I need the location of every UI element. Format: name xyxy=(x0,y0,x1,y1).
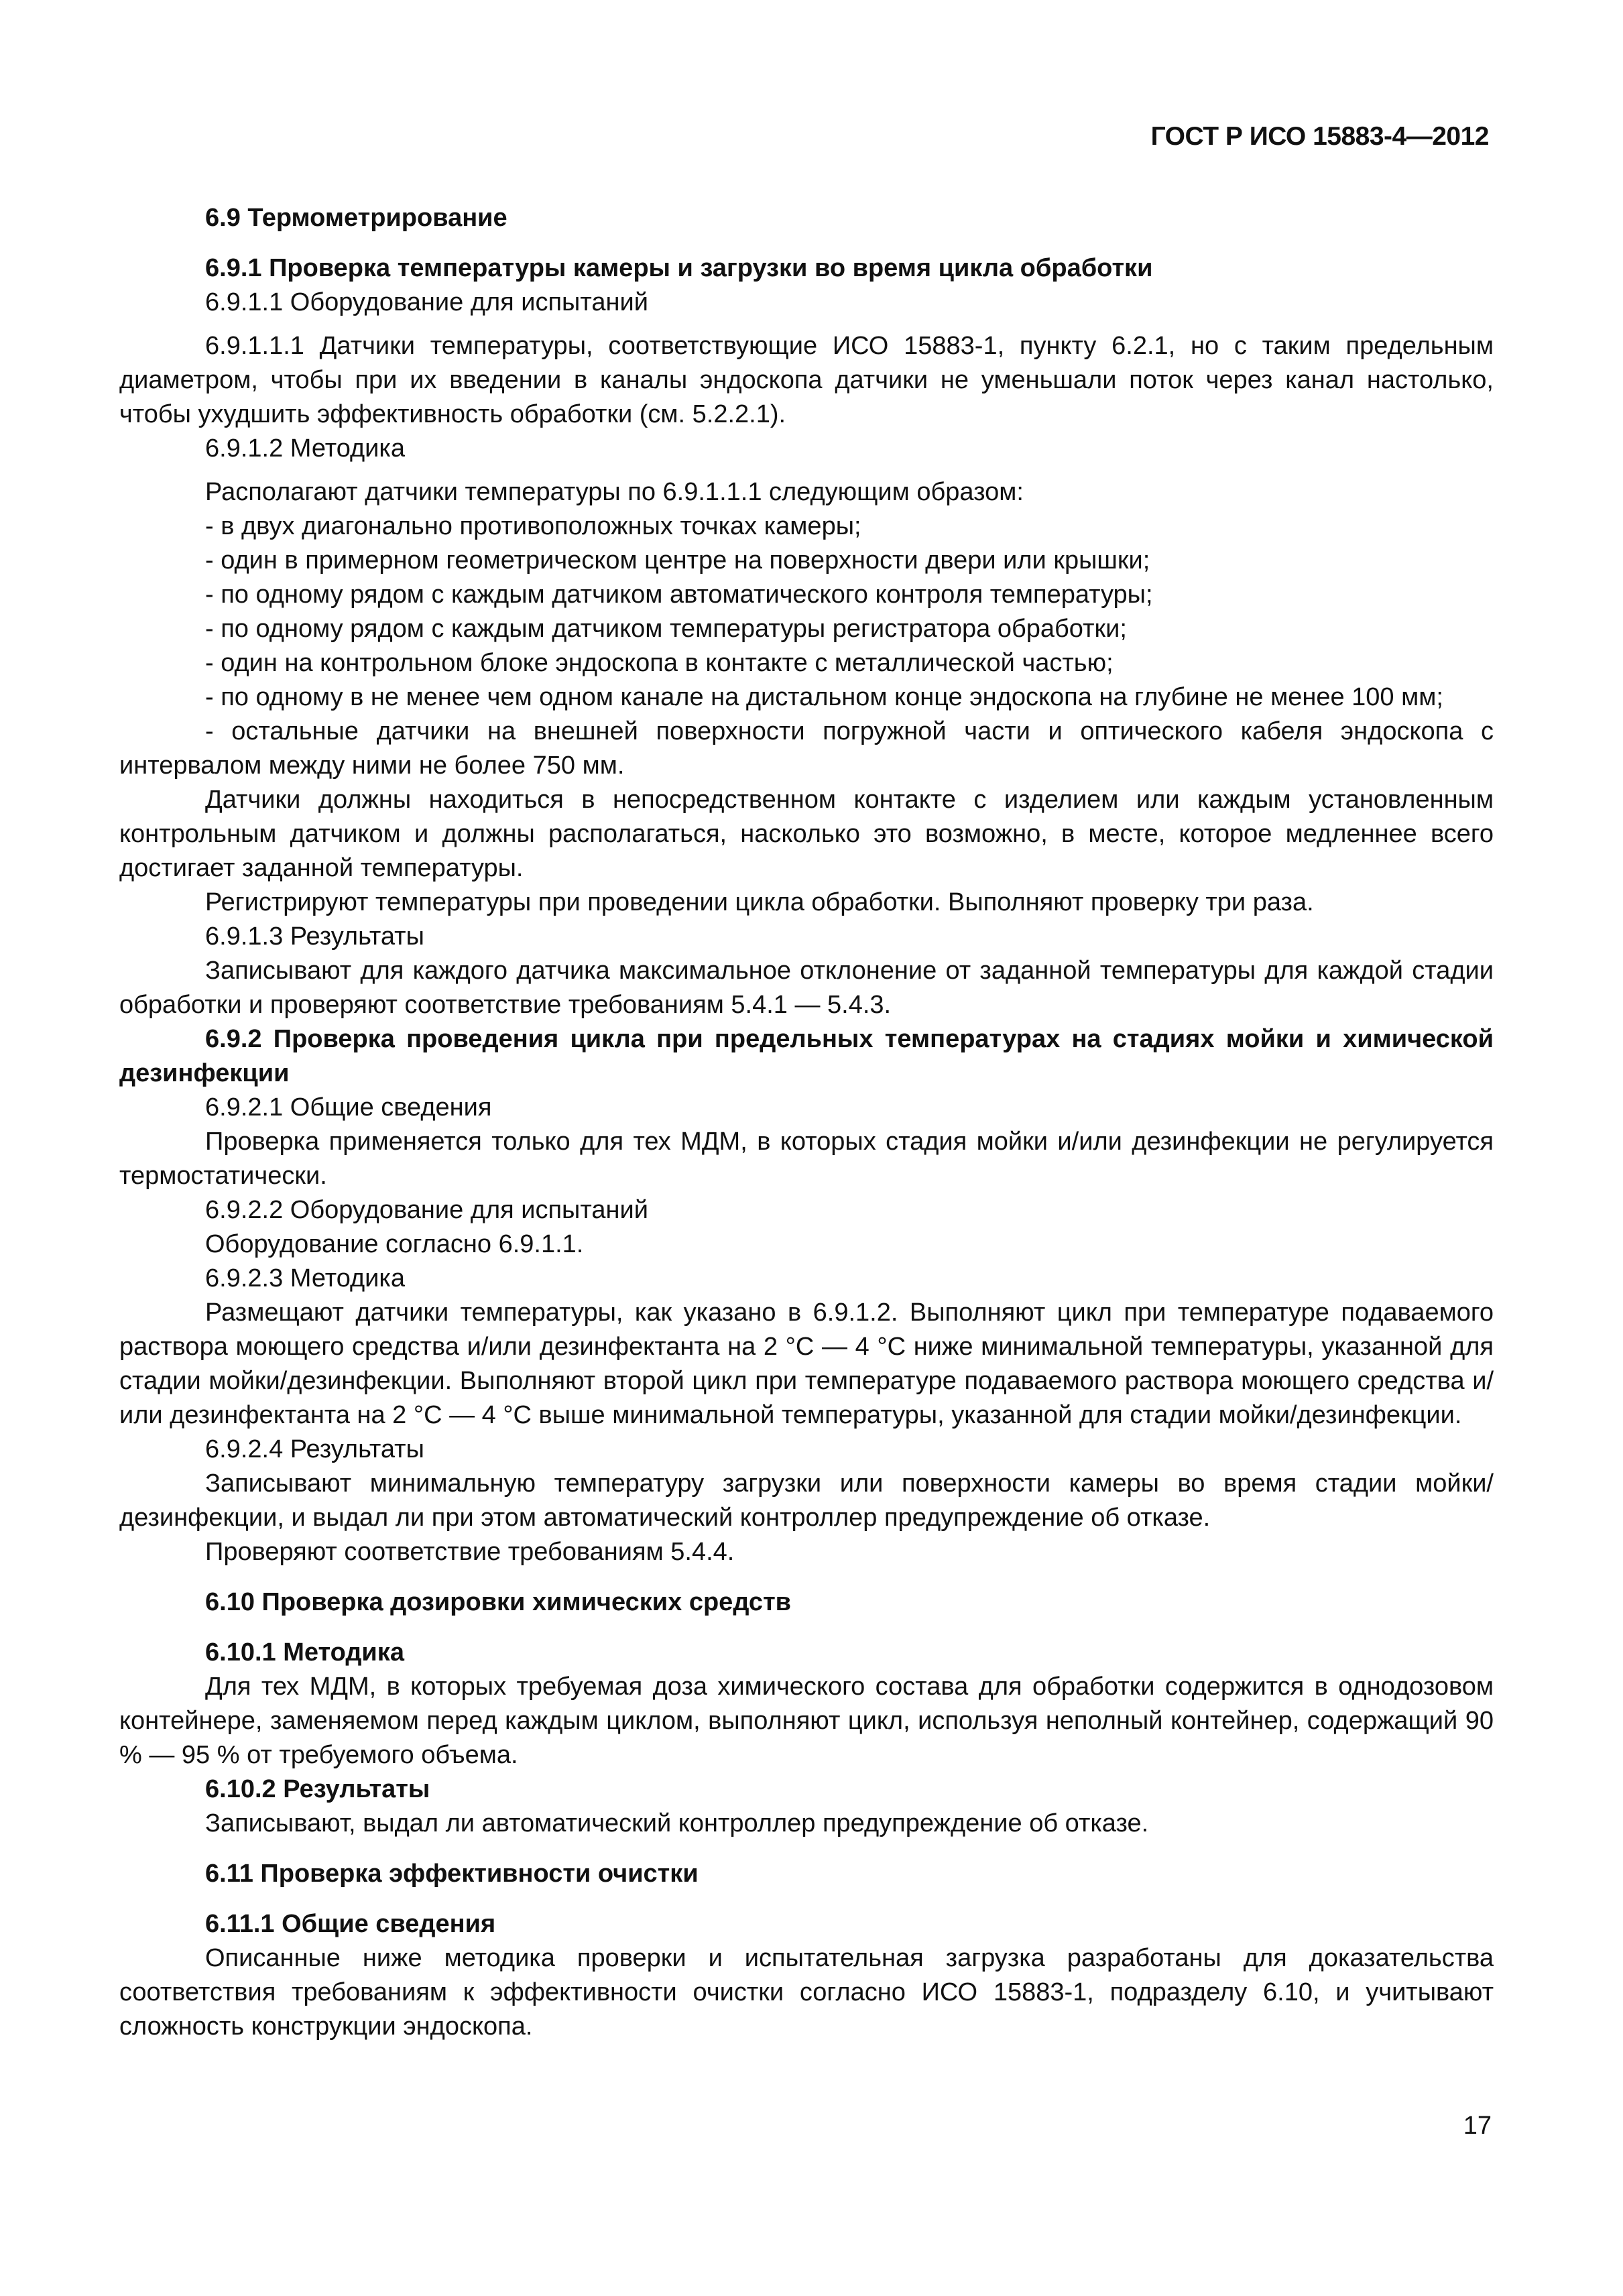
clause-6-9-1-1-1: 6.9.1.1.1 Датчики температуры, соответствующие ИСО 15883-1, пункту 6.2.1, но с таким предельным диаметром, чтобы при их введении в каналы эндоскопа датчики не уменьшали поток через канал настолько, чтобы ухудшить эффективность обработки (см. 5.2.2.1). xyxy=(119,332,1494,428)
clause-6-9-2-3: 6.9.2.3 Методика xyxy=(205,1264,405,1292)
paragraph-dosing-results: Записывают, выдал ли автоматический контроллер предупреждение об отказе. xyxy=(205,1809,1149,1837)
page-number: 17 xyxy=(1463,2112,1492,2140)
clause-6-9-1-2: 6.9.1.2 Методика xyxy=(205,434,405,463)
paragraph-cleaning-general: Описанные ниже методика проверки и испытательная загрузка разработаны для доказательства соответствия требованиям к эффективности очистки согласно ИСО 15883-1, подразделу 6.10, и учитывают сложность конструкции эндоскопа. xyxy=(119,1944,1494,2041)
paragraph-general-info: Проверка применяется только для тех МДМ, в которых стадия мойки и/или дезинфекции не регулируется термостатически. xyxy=(119,1128,1494,1190)
paragraph-method-placement: Размещают датчики температуры, как указано в 6.9.1.2. Выполняют цикл при температуре подаваемого раствора моющего средства и/или дезинфектанта на 2 °С — 4 °С ниже минимальной температуры, указанной для стадии мойки/дезинфекции. Выполняют второй цикл при температуре подаваемого раствора моющего средства и/или дезинфектанта на 2 °С — 4 °С выше минимальной температуры, указанной для стадии мойки/дезинфекции. xyxy=(119,1298,1494,1429)
subsection-heading-6-10-1: 6.10.1 Методика xyxy=(205,1638,404,1667)
clause-6-9-2-4: 6.9.2.4 Результаты xyxy=(205,1435,424,1463)
paragraph-sensor-contact: Датчики должны находиться в непосредственном контакте с изделием или каждым установленным контрольным датчиком и должны располагаться, насколько это возможно, в месте, которое медленнее всего достигает заданной температуры. xyxy=(119,786,1494,882)
section-heading-6-11: 6.11 Проверка эффективности очистки xyxy=(205,1860,699,1888)
subsection-heading-6-11-1: 6.11.1 Общие сведения xyxy=(205,1910,496,1938)
paragraph-record-min-temp: Записывают минимальную температуру загрузки или поверхности камеры во время стадии мойки/ дезинфекции, и выдал ли при этом автоматический контроллер предупреждение об отказе. xyxy=(119,1469,1494,1532)
section-heading-6-9: 6.9 Термометрирование xyxy=(205,204,507,232)
clause-6-9-2-2: 6.9.2.2 Оборудование для испытаний xyxy=(205,1196,648,1224)
section-heading-6-10: 6.10 Проверка дозировки химических средств xyxy=(205,1588,792,1616)
clause-6-9-1-3: 6.9.1.3 Результаты xyxy=(205,922,424,951)
clause-6-9-1-1: 6.9.1.1 Оборудование для испытаний xyxy=(205,288,648,316)
subsection-heading-6-9-1: 6.9.1 Проверка температуры камеры и загрузки во время цикла обработки xyxy=(205,254,1153,282)
list-item: - один на контрольном блоке эндоскопа в контакте с металлической частью; xyxy=(205,649,1114,677)
document-header: ГОСТ Р ИСО 15883-4—2012 xyxy=(1150,122,1489,151)
paragraph-method-intro: Располагают датчики температуры по 6.9.1.1.1 следующим образом: xyxy=(205,478,1024,506)
paragraph-dosing-method: Для тех МДМ, в которых требуемая доза химического состава для обработки содержится в однодозовом контейнере, заменяемом перед каждым циклом, выполняют цикл, используя неполный контейнер, содержащий 90 % — 95 % от требуемого объема. xyxy=(119,1673,1494,1769)
subsection-heading-6-9-2: 6.9.2 Проверка проведения цикла при предельных температурах на стадиях мойки и химической дезинфекции xyxy=(119,1025,1494,1087)
list-item: - по одному рядом с каждым датчиком температуры регистратора обработки; xyxy=(205,615,1127,643)
list-item: - по одному в не менее чем одном канале на дистальном конце эндоскопа на глубине не менее 100 мм; xyxy=(205,683,1443,711)
paragraph-results-record: Записывают для каждого датчика максимальное отклонение от заданной температуры для каждой стадии обработки и проверяют соответствие требованиям 5.4.1 — 5.4.3. xyxy=(119,957,1494,1019)
paragraph-check-5-4-4: Проверяют соответствие требованиям 5.4.4. xyxy=(205,1538,735,1566)
paragraph-register-temps: Регистрируют температуры при проведении цикла обработки. Выполняют проверку три раза. xyxy=(205,888,1314,916)
subsection-heading-6-10-2: 6.10.2 Результаты xyxy=(205,1775,430,1803)
paragraph-equipment: Оборудование согласно 6.9.1.1. xyxy=(205,1230,584,1258)
clause-6-9-2-1: 6.9.2.1 Общие сведения xyxy=(205,1093,492,1122)
document-body xyxy=(119,201,1494,2044)
list-item: - по одному рядом с каждым датчиком автоматического контроля температуры; xyxy=(205,581,1153,609)
list-item: - один в примерном геометрическом центре на поверхности двери или крышки; xyxy=(205,546,1150,575)
list-item: - остальные датчики на внешней поверхности погружной части и оптического кабеля эндоскопа с интервалом между ними не более 750 мм. xyxy=(119,717,1494,780)
list-item: - в двух диагонально противоположных точках камеры; xyxy=(205,512,861,540)
